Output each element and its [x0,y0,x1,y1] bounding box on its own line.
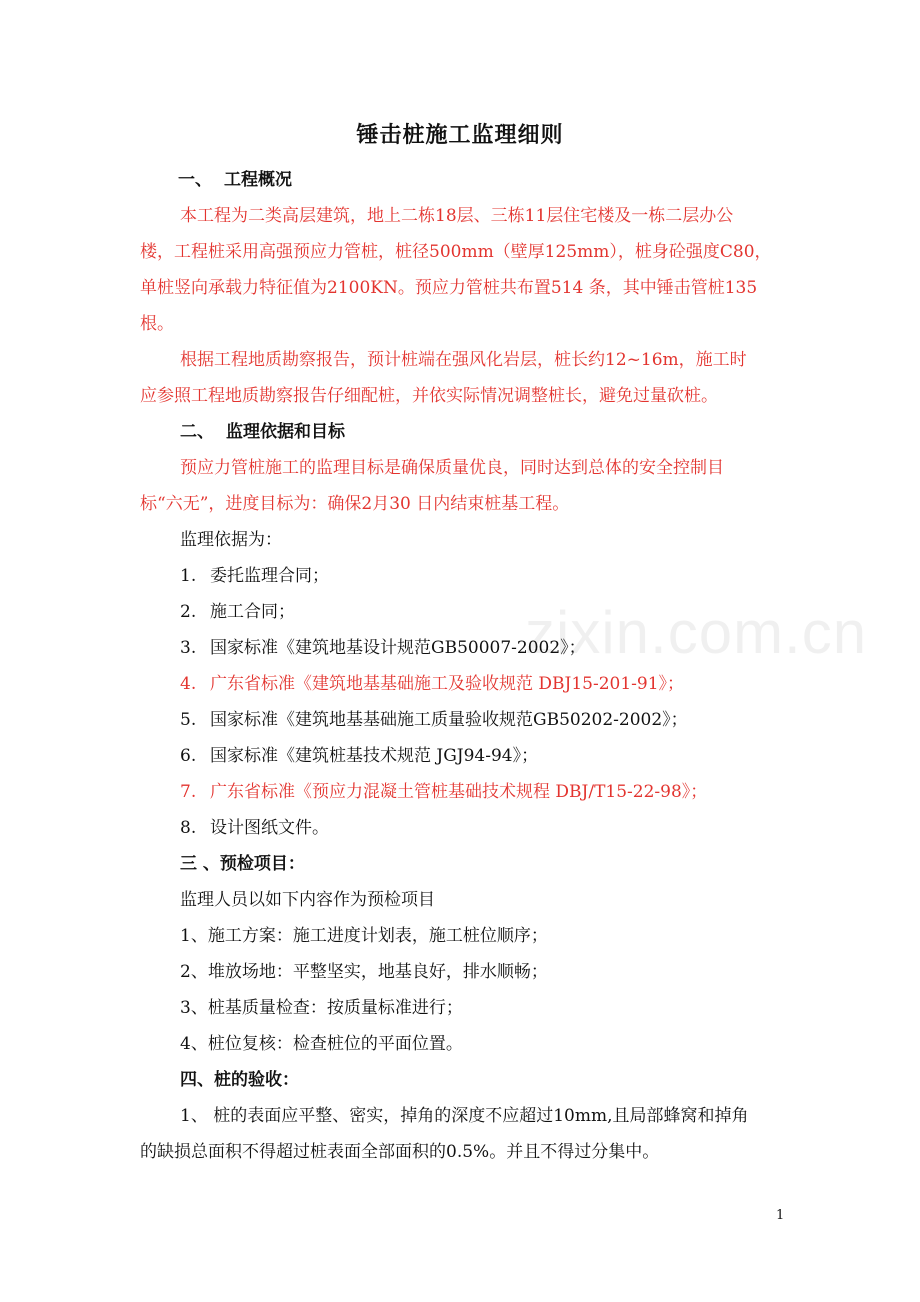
list-item: 1、施工方案：施工进度计划表，施工桩位顺序； [180,926,548,946]
paragraph-line: 根据工程地质勘察报告，预计桩端在强风化岩层，桩长约12~16m，施工时 [180,350,747,370]
paragraph-line: 本工程为二类高层建筑，地上二栋18层、三栋11层住宅楼及一栋二层办公 [180,206,734,226]
list-item: 2. 施工合同； [180,602,295,622]
basis-intro: 监理依据为： [180,530,282,550]
list-item: 3、桩基质量检查：按质量标准进行； [180,998,463,1018]
section-3-heading: 三 、预检项目： [180,854,305,874]
section-3-intro: 监理人员以如下内容作为预检项目 [180,890,435,910]
paragraph-line: 单桩竖向承载力特征值为2100KN。预应力管桩共布置514 条，其中锤击管桩135 [140,278,758,298]
paragraph-line: 楼，工程桩采用高强预应力管桩，桩径500mm（壁厚125mm），桩身砼强度C80， [140,242,772,262]
page-number: 1 [776,1208,785,1223]
list-item: 6. 国家标准《建筑桩基技术规范 JGJ94-94》； [180,746,539,766]
paragraph-line: 标“六无”，进度目标为：确保2月30 日内结束桩基工程。 [140,494,570,514]
list-item: 5. 国家标准《建筑地基基础施工质量验收规范GB50202-2002》； [180,710,688,730]
watermark: zixin.com.cn [525,599,868,666]
list-item: 1. 委托监理合同； [180,566,329,586]
section-1-heading [178,168,292,192]
list-item: 8. 设计图纸文件。 [180,818,329,838]
list-item: 4、桩位复核：检查桩位的平面位置。 [180,1034,463,1054]
list-item: 7. 广东省标准《预应力混凝土管桩基础技术规程 DBJ/T15-22-98》； [180,782,708,802]
section-4-heading: 四、桩的验收： [180,1070,299,1090]
paragraph-line: 的缺损总面积不得超过桩表面全部面积的0.5%。并且不得过分集中。 [140,1142,660,1162]
paragraph-line: 应参照工程地质勘察报告仔细配桩，并依实际情况调整桩长，避免过量砍桩。 [140,386,718,406]
section-2-heading [180,420,345,444]
list-item: 3. 国家标准《建筑地基设计规范GB50007-2002》； [180,638,586,658]
section-2-title: 监理依据和目标 [226,422,345,442]
list-item: 2、堆放场地：平整坚实，地基良好，排水顺畅； [180,962,548,982]
document-title: 锤击桩施工监理细则 [356,123,564,148]
paragraph-line: 1、 桩的表面应平整、密实，掉角的深度不应超过10mm,且局部蜂窝和掉角 [180,1106,749,1126]
section-2-number: 二、 [180,422,214,442]
list-item: 4. 广东省标准《建筑地基基础施工及验收规范 DBJ15-201-91》； [180,674,685,694]
section-1-number: 一、 [178,170,212,190]
section-1-title: 工程概况 [224,170,292,190]
paragraph-line: 根。 [140,314,174,334]
paragraph-line: 预应力管桩施工的监理目标是确保质量优良，同时达到总体的安全控制目 [180,458,724,478]
